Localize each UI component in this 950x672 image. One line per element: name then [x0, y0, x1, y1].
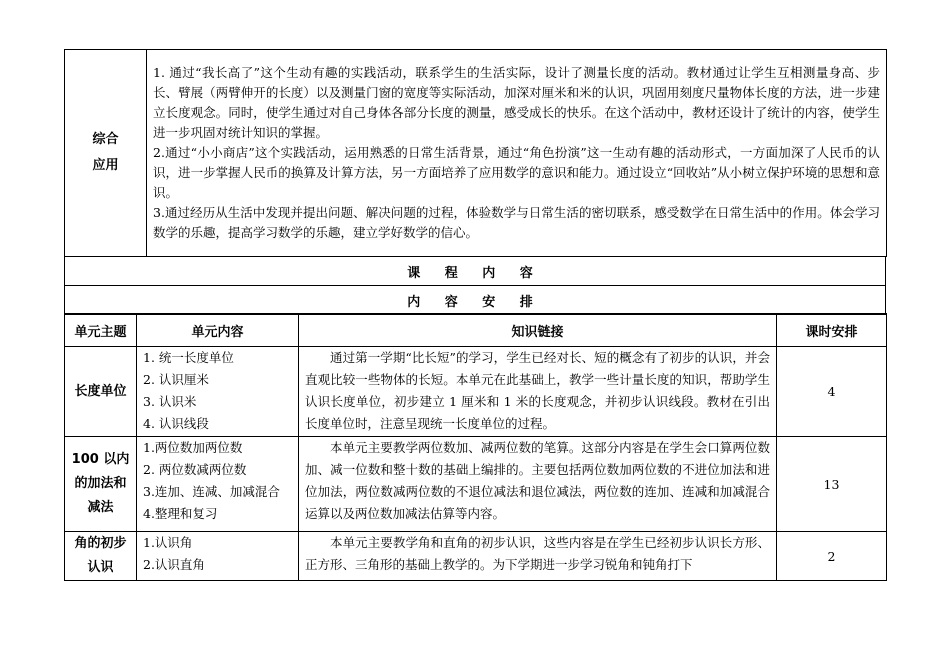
unit-item: 4. 认识线段 [143, 416, 209, 431]
unit-content-cell [137, 532, 299, 581]
unit-topic-cell [65, 347, 137, 437]
integrated-application-label-text: 综合 应用 [92, 132, 119, 173]
column-header-unit-content: 单元内容 [137, 314, 299, 347]
unit-topic: 角的初步 认识 [74, 536, 127, 575]
column-header-hours: 课时安排 [777, 314, 887, 347]
unit-topic-cell [65, 437, 137, 532]
unit-topic: 100 以内 的加法和 减法 [71, 452, 130, 515]
paragraph-2: 2.通过“小小商店”这个实践活动，运用熟悉的日常生活背景，通过“角色扮演”这一生动有趣的活动形式，一方面加深了人民币的认识，进一步掌握人民币的换算及计算方法，另一方面培养了应用数学的意识和能力。通过设立“回收站”从小树立保护环境的思想和意识。 [153, 145, 880, 200]
unit-topic: 长度单位 [74, 383, 127, 399]
unit-item: 1.两位数加两位数 [143, 440, 243, 455]
integrated-application-description [147, 50, 887, 257]
table-row [65, 437, 887, 532]
column-header-row [65, 314, 887, 347]
integrated-application-row [65, 50, 887, 257]
integrated-application-label [65, 50, 147, 257]
unit-item: 2.认识直角 [143, 557, 205, 572]
unit-content-cell [137, 347, 299, 437]
unit-item: 1. 统一长度单位 [143, 350, 234, 365]
course-content-header: 课 程 内 容 [65, 257, 886, 286]
hours-cell: 13 [777, 437, 887, 532]
table-row [65, 347, 887, 437]
integrated-application-table [64, 49, 887, 257]
knowledge-link-cell: 本单元主要教学角和直角的初步认识，这些内容是在学生已经初步认识长方形、正方形、三角形的基础上教学的。为下学期进一步学习锐角和钝角打下 [299, 532, 777, 581]
unit-item: 3. 认识米 [143, 394, 197, 409]
section-header-table [64, 256, 886, 315]
unit-arrangement-table [64, 313, 887, 581]
column-header-unit-topic: 单元主题 [65, 314, 137, 347]
knowledge-link-cell: 通过第一学期“比长短”的学习，学生已经对长、短的概念有了初步的认识，并会直观比较一些物体的长短。本单元在此基础上，教学一些计量长度的知识，帮助学生认识长度单位，初步建立 1 厘米和 1 米的长度观念，并初步认识线段。教材在引出长度单位时，注意呈现统一长度单位的过程。 [299, 347, 777, 437]
hours-cell: 4 [777, 347, 887, 437]
unit-topic-cell [65, 532, 137, 581]
column-header-knowledge-link: 知识链接 [299, 314, 777, 347]
unit-item: 1.认识角 [143, 535, 193, 550]
paragraph-1: 1. 通过“我长高了”这个生动有趣的实践活动，联系学生的生活实际，设计了测量长度的活动。教材通过让学生互相测量身高、步长、臂展（两臂伸开的长度）以及测量门窗的宽度等实际活动，加深对厘米和米的认识，巩固用刻度尺量物体长度的方法，进一步建立长度观念。同时，使学生通过对自己身体各部分长度的测量，感受成长的快乐。在这个活动中，教材还设计了统计的内容，使学生进一步巩固对统计知识的掌握。 [153, 65, 880, 140]
unit-item: 3.连加、连减、加减混合 [143, 484, 280, 499]
paragraph-3: 3.通过经历从生活中发现并提出问题、解决问题的过程，体验数学与日常生活的密切联系，感受数学在日常生活中的作用。体会学习数学的乐趣，提高学习数学的乐趣，建立学好数学的信心。 [153, 205, 880, 240]
knowledge-link-cell: 本单元主要教学两位数加、减两位数的笔算。这部分内容是在学生会口算两位数加、减一位数和整十数的基础上编排的。主要包括两位数加两位数的不进位加法和进位加法，两位数减两位数的不退位减法和退位减法，两位数的连加、连减和加减混合运算以及两位数加减法估算等内容。 [299, 437, 777, 532]
unit-item: 2. 认识厘米 [143, 372, 209, 387]
table-row [65, 532, 887, 581]
unit-content-cell [137, 437, 299, 532]
content-arrangement-header: 内 容 安 排 [65, 286, 886, 315]
hours-cell: 2 [777, 532, 887, 581]
unit-item: 2. 两位数减两位数 [143, 462, 247, 477]
unit-item: 4.整理和复习 [143, 506, 218, 521]
